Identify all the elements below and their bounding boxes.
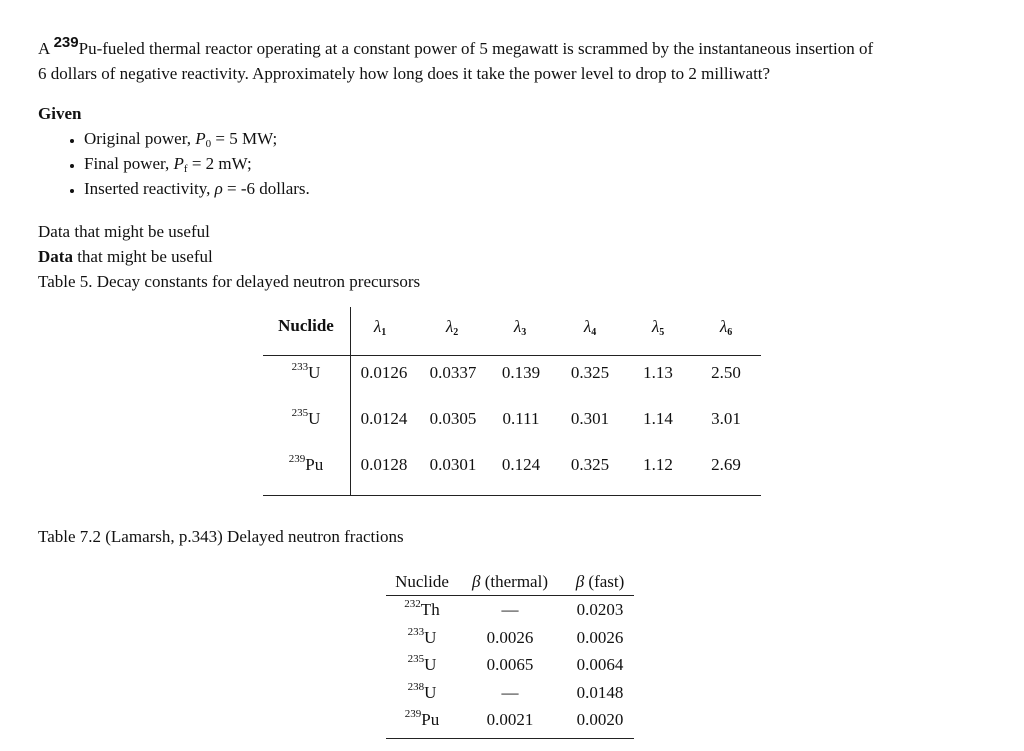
table72-cell-fast: 0.0064 [576,655,624,674]
given-list [62,126,310,201]
table5-cell: 0.325 [570,455,610,474]
table72-cell-thermal: — [501,683,519,702]
table72-cell-thermal: 0.0065 [486,655,534,674]
table5-cell: 0.301 [570,409,610,428]
decay-constants-table [263,307,761,496]
table5-cell: 2.50 [711,363,741,382]
isotope-mass-superscript: 239 [53,34,79,51]
table5-caption: Table 5. Decay constants for delayed neutron precursors [38,272,421,291]
table72-cell-thermal: 0.0026 [486,628,534,647]
table5-cell: 0.325 [570,363,610,382]
table72-cell-fast: 0.0026 [576,628,624,647]
table5-header-nuclide: Nuclide [278,316,334,335]
table72-bottom-rule [386,738,634,739]
table5-header-lambda-2: $\lambda_2$ [445,317,459,338]
table5-row-nuclide: $^{235}$U [291,407,321,428]
table5-bottom-rule [263,495,761,496]
table5-cell: 0.0128 [360,455,408,474]
table5-cell: 0.0301 [429,455,477,474]
table72-cell-fast: 0.0020 [576,710,624,729]
table5-vertical-rule [350,307,351,496]
table5-cell: 0.0337 [429,363,477,382]
table72-header-fast: β (fast) [575,572,625,591]
given-heading: Given [38,104,82,123]
table5-cell: 0.111 [502,409,540,428]
table5-cell: 1.14 [643,409,673,428]
table5-cell: 1.12 [643,455,673,474]
table72-header-rule [386,595,634,596]
table5-header-lambda-6: $\lambda_6$ [719,317,733,338]
table5-cell: 2.69 [711,455,741,474]
given-item-original-power: • Original power, $P_0 = 5$ MW; [84,126,310,151]
table5-header-rule [263,355,761,356]
table72-cell-fast: 0.0148 [576,683,624,702]
table72-row-nuclide: $^{233}$U [407,626,437,647]
data-heading-plain: Data that might be useful [38,222,210,241]
table72-header-thermal: β (thermal) [472,572,548,591]
table5-cell: 0.139 [501,363,541,382]
table5-row-nuclide: $^{239}$Pu [288,453,324,474]
table72-cell-thermal: 0.0021 [486,710,534,729]
table72-header-nuclide: Nuclide [395,572,449,591]
table72-cell-fast: 0.0203 [576,600,624,619]
table5-header-lambda-3: $\lambda_3$ [513,317,527,338]
table5-cell: 0.0126 [360,363,408,382]
data-heading-bold: Data that might be useful [38,247,213,266]
table5-header-lambda-4: $\lambda_4$ [583,317,597,338]
table5-cell: 1.13 [643,363,673,382]
table72-row-nuclide: $^{235}$U [407,653,437,674]
table72-row-nuclide: $^{238}$U [407,681,437,702]
problem-line-1: A 239Pu-fueled thermal reactor operating at a constant power of 5 megawatt is scrammed by the instantaneous insertion of [38,34,874,58]
table5-cell: 0.0124 [360,409,408,428]
given-item-final-power: • Final power, $P_f = 2$ mW; [84,151,310,176]
table5-cell: 3.01 [711,409,741,428]
table5-row-nuclide: $^{233}$U [291,361,321,382]
delayed-neutron-fractions-table [386,568,634,740]
table5-header-lambda-1: $\lambda_1$ [373,317,387,338]
problem-line-2: 6 dollars of negative reactivity. Approximately how long does it take the power level to drop to 2 milliwatt? [38,63,771,83]
problem-statement [38,31,873,86]
given-item-reactivity: • Inserted reactivity, ρ = -6 dollars. [84,176,310,201]
table72-caption: Table 7.2 (Lamarsh, p.343) Delayed neutron fractions [38,527,404,546]
table72-row-nuclide: $^{232}$Th [404,598,440,619]
table72-row-nuclide: $^{239}$Pu [404,708,440,729]
table5-header-lambda-5: $\lambda_5$ [651,317,665,338]
table5-cell: 0.124 [501,455,541,474]
table5-cell: 0.0305 [429,409,477,428]
table72-cell-thermal: — [501,600,519,619]
